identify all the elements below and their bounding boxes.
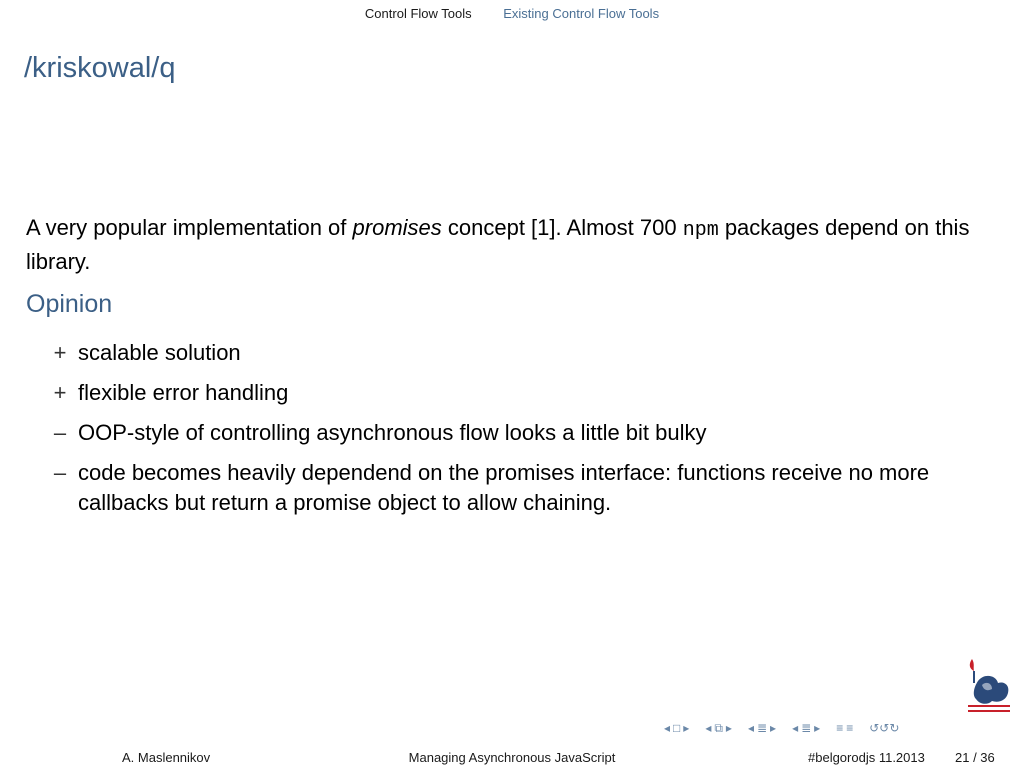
intro-text-2: concept [1]. Almost 700	[441, 215, 683, 240]
item-text: scalable solution	[78, 340, 241, 365]
subsection-icon[interactable]: ⧉	[714, 720, 723, 735]
item-text: code becomes heavily dependend on the promises interface: functions receive no more callbacks but return a promise object to allow chaining.	[78, 460, 930, 515]
nav-next-icon[interactable]: ▸	[814, 721, 821, 735]
item-marker: –	[53, 420, 67, 445]
nav-next-icon[interactable]: ▸	[770, 721, 777, 735]
lion-logo-icon	[958, 655, 1018, 717]
back-search-icon[interactable]: ↺↺↻	[869, 721, 900, 735]
nav-prev-icon[interactable]: ◂	[792, 721, 799, 735]
opinion-item	[0, 378, 1024, 408]
item-marker: +	[53, 380, 67, 405]
footer-author: A. Maslennikov	[122, 750, 211, 765]
item-marker: +	[53, 340, 67, 365]
headline-subsection-link[interactable]: Existing Control Flow Tools	[503, 6, 660, 21]
opinion-item	[0, 338, 1024, 368]
opinion-title: Opinion	[26, 290, 113, 318]
opinion-list	[0, 338, 1024, 528]
intro-paragraph	[26, 212, 986, 277]
intro-emphasis: promises	[352, 215, 442, 240]
headline-nav	[0, 6, 1024, 21]
headline-section-link[interactable]: Control Flow Tools	[364, 6, 472, 21]
intro-text-3: packages depend on this library.	[26, 215, 970, 274]
section-icon[interactable]: ≣	[756, 721, 768, 735]
intro-text-1: A very popular implementation of	[26, 215, 353, 240]
footer-bar	[0, 746, 1024, 768]
nav-prev-icon[interactable]: ◂	[705, 721, 712, 735]
align-icon[interactable]: ≡	[836, 721, 844, 735]
nav-prev-icon[interactable]: ◂	[747, 721, 754, 735]
opinion-item	[0, 418, 1024, 448]
item-text: OOP-style of controlling asynchronous flow looks a little bit bulky	[78, 420, 707, 445]
align-icon[interactable]: ≡	[846, 721, 854, 735]
section-icon[interactable]: ≣	[801, 721, 812, 735]
frame-title: /kriskowal/q	[24, 52, 176, 84]
beamer-nav-symbols	[664, 718, 899, 738]
footer-title: Managing Asynchronous JavaScript	[408, 750, 616, 765]
nav-prev-icon[interactable]: ◂	[664, 721, 671, 735]
nav-next-icon[interactable]: ▸	[683, 721, 690, 735]
item-marker: –	[53, 460, 67, 485]
footer-date: #belgorodjs 11.2013	[808, 750, 925, 765]
intro-code: npm	[682, 219, 719, 242]
opinion-item	[0, 458, 1024, 518]
frame-icon[interactable]: □	[673, 721, 681, 735]
nav-next-icon[interactable]: ▸	[725, 721, 732, 735]
item-text: flexible error handling	[78, 380, 289, 405]
footer-page-number: 21 / 36	[955, 750, 995, 765]
